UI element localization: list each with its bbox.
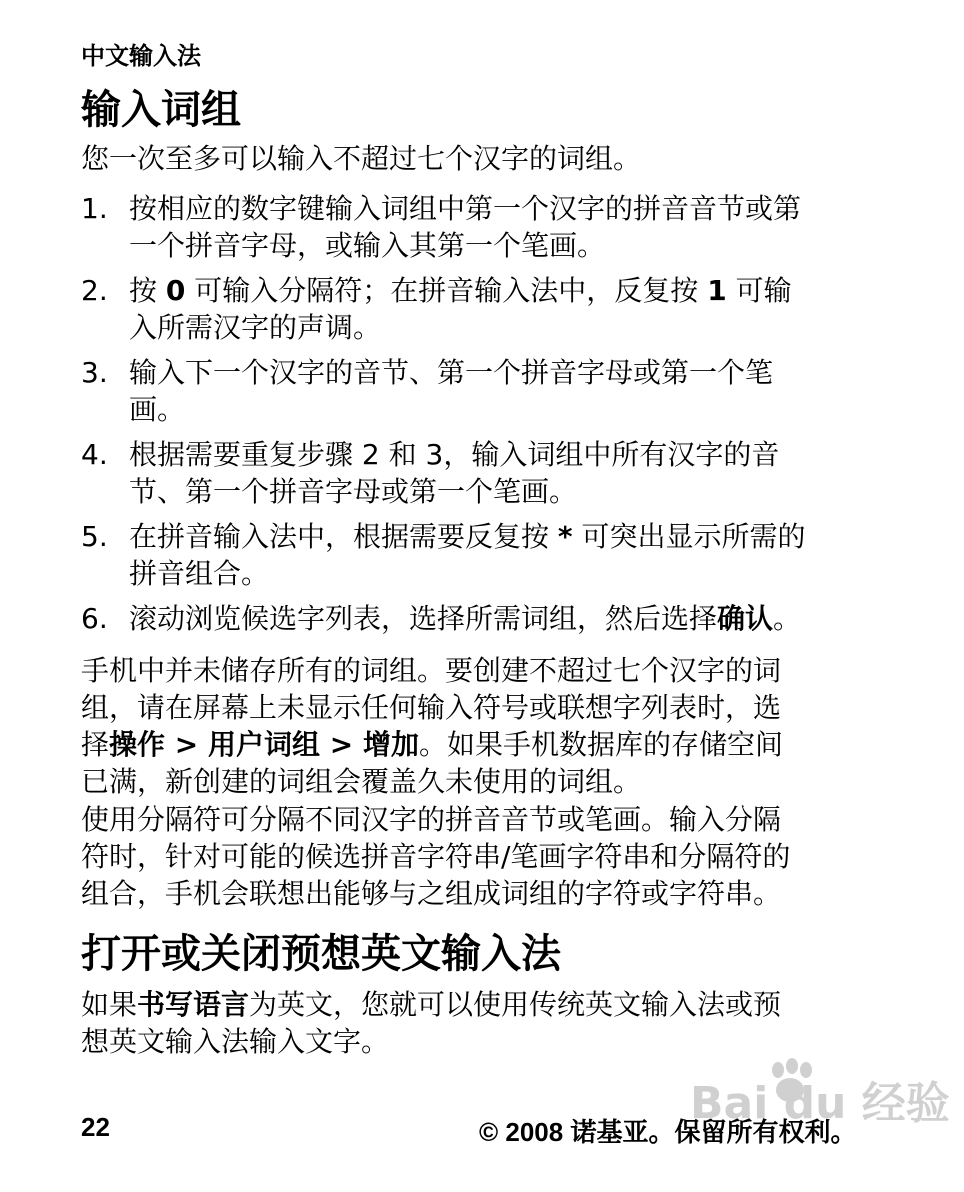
step-text <box>129 354 889 428</box>
paragraph-segment: 。如果手机数据库的存储空间 <box>419 728 784 761</box>
list-item <box>81 518 886 600</box>
key-1-label: 1 <box>707 274 727 307</box>
paragraph-segment: 如果 <box>81 988 138 1021</box>
menu-path-separator: > <box>320 728 363 761</box>
option-confirm-label: 确认 <box>717 602 774 635</box>
step-text-segment: 。 <box>773 602 802 635</box>
menu-path-options: 操作 <box>109 728 166 761</box>
key-0-label: 0 <box>165 274 186 307</box>
step-line: 根据需要重复步骤 2 和 3，输入词组中所有汉字的音 <box>129 438 780 471</box>
step-text-segment: 在拼音输入法中，根据需要反复按 <box>129 520 558 553</box>
step-line: 一个拼音字母，或输入其第一个笔画。 <box>129 229 606 262</box>
paragraph-line <box>81 726 886 763</box>
steps-list <box>81 190 886 682</box>
step-text <box>129 518 889 592</box>
paragraph-segment: 择 <box>81 728 110 761</box>
step-text <box>129 436 889 510</box>
step-number: 1. <box>81 192 108 225</box>
key-star-label: * <box>557 520 573 553</box>
menu-path-add: 增加 <box>362 728 419 761</box>
intro-paragraph: 您一次至多可以输入不超过七个汉字的词组。 <box>81 142 642 175</box>
writing-language-paragraph <box>81 986 886 1060</box>
step-line: 按相应的数字键输入词组中第一个汉字的拼音音节或第 <box>129 192 802 225</box>
step-line <box>129 600 889 637</box>
step-line: 节、第一个拼音字母或第一个笔画。 <box>129 475 578 508</box>
separator-paragraph <box>81 801 886 912</box>
paragraph-line: 已满，新创建的词组会覆盖久未使用的词组。 <box>81 765 642 798</box>
step-number: 6. <box>81 602 108 635</box>
list-item <box>81 190 886 272</box>
step-number: 2. <box>81 274 108 307</box>
phrase-storage-paragraph <box>81 652 886 800</box>
step-line: 输入下一个汉字的音节、第一个拼音字母或第一个笔 <box>129 356 774 389</box>
list-item <box>81 436 886 518</box>
paragraph-line: 使用分隔符可分隔不同汉字的拼音音节或笔画。输入分隔 <box>81 803 782 836</box>
step-number: 5. <box>81 520 108 553</box>
copyright-notice: © 2008 诺基亚。保留所有权利。 <box>479 1117 857 1147</box>
paragraph-line: 符时，针对可能的候选拼音字符串/笔画字符串和分隔符的 <box>81 840 791 873</box>
step-text-segment: 可输入分隔符；在拼音输入法中，反复按 <box>185 274 708 307</box>
list-item <box>81 272 886 354</box>
paragraph-line <box>81 986 886 1023</box>
step-text <box>129 272 889 346</box>
step-text-segment: 滚动浏览候选字列表，选择所需词组，然后选择 <box>129 602 718 635</box>
paragraph-line: 组合，手机会联想出能够与之组成词组的字符或字符串。 <box>81 877 782 910</box>
step-line: 画。 <box>129 393 186 426</box>
setting-writing-language: 书写语言 <box>137 988 250 1021</box>
menu-path-separator: > <box>165 728 208 761</box>
paragraph-line: 想英文输入法输入文字。 <box>81 1025 390 1058</box>
step-line: 拼音组合。 <box>129 557 270 590</box>
menu-path-user-phrases: 用户词组 <box>208 728 321 761</box>
list-item <box>81 354 886 436</box>
section-heading-phrase-input: 输入词组 <box>81 87 241 133</box>
step-number: 4. <box>81 438 108 471</box>
step-text <box>129 600 889 637</box>
step-line <box>129 518 889 555</box>
running-header: 中文输入法 <box>81 43 201 70</box>
paragraph-line: 手机中并未储存所有的词组。要创建不超过七个汉字的词 <box>81 654 782 687</box>
step-text-segment: 可突出显示所需的 <box>572 520 806 553</box>
step-text <box>129 190 889 264</box>
step-line: 入所需汉字的声调。 <box>129 311 382 344</box>
paragraph-segment: 为英文，您就可以使用传统英文输入法或预 <box>249 988 782 1021</box>
baidu-watermark-logo <box>690 1056 950 1136</box>
step-text-segment: 可输 <box>726 274 792 307</box>
step-line <box>129 272 889 309</box>
step-text-segment: 按 <box>129 274 166 307</box>
watermark-text: Bai du 经验 <box>690 1078 950 1129</box>
paragraph-line: 组，请在屏幕上未显示任何输入符号或联想字列表时，选 <box>81 691 782 724</box>
page-number: 22 <box>81 1112 110 1142</box>
step-number: 3. <box>81 356 108 389</box>
section-heading-predictive-english: 打开或关闭预想英文输入法 <box>81 931 561 977</box>
